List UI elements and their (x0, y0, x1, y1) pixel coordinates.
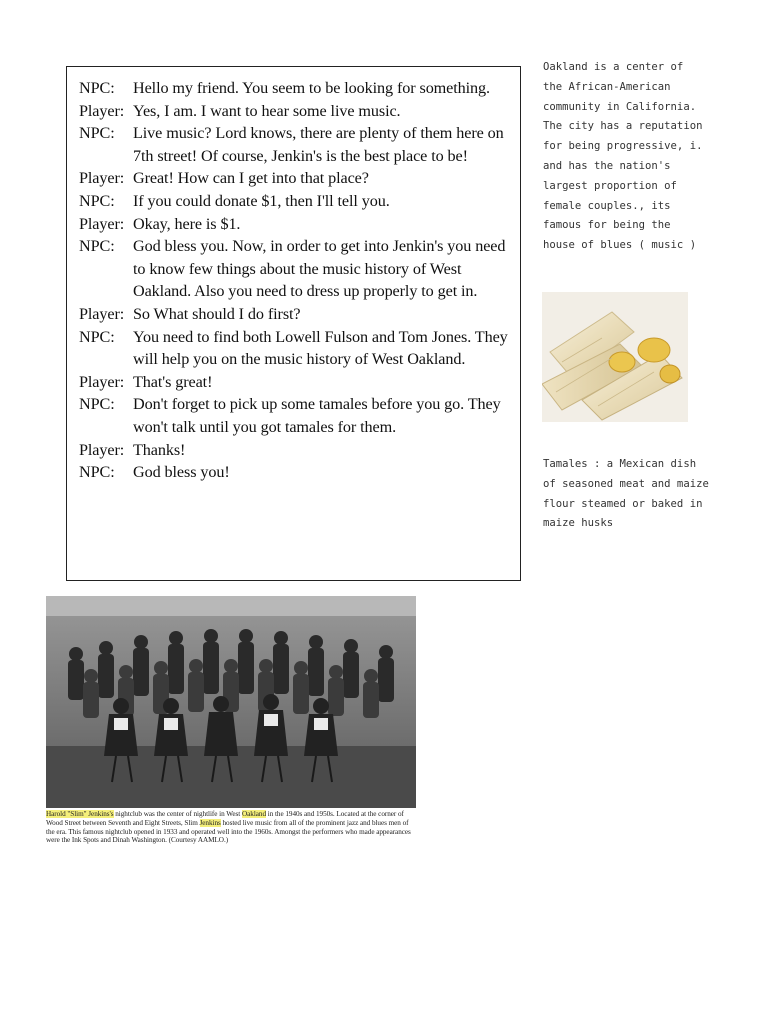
nightclub-caption (46, 810, 416, 845)
dialogue-line (79, 100, 508, 123)
dialogue-text: God bless you. Now, in order to get into Jenkin's you need to know few things about the music history of West Oakland. Also you need to dress up properly to get in. (133, 237, 506, 301)
dialogue-line (79, 371, 508, 394)
caption-highlight-jenkins: Jenkins (199, 818, 221, 827)
dialogue-line (79, 326, 508, 371)
caption-text-3: hosted live music from all of the prominent jazz and blues men of the era. This famous nightclub opened in 1933 and operated well into the 1960s. Amongst the performers who made appearances were the Ink Spots and Dinah Washington. (Courtesy AAMLO.) (46, 818, 411, 845)
dialogue-speaker: Player: (79, 304, 125, 323)
dialogue-speaker: Player: (79, 101, 125, 120)
dialogue-speaker: Player: (79, 440, 125, 459)
nightclub-figure (46, 596, 416, 864)
dialogue-speaker: NPC: (79, 463, 115, 482)
dialogue-speaker: Player: (79, 372, 125, 391)
tamales-caption: Tamales : a Mexican dish of seasoned meat and maize flour steamed or baked in maize husks (543, 458, 709, 530)
caption-highlight-oakland: Oakland (242, 810, 266, 818)
dialogue-speaker: NPC: (79, 395, 115, 414)
dialogue-line (79, 77, 508, 100)
dialogue-speaker: NPC: (79, 124, 115, 143)
dialogue-text: So What should I do first? (133, 304, 301, 323)
dialogue-speaker: Player: (79, 169, 125, 188)
dialogue-text: Great! How can I get into that place? (133, 169, 369, 188)
dialogue-text: Thanks! (133, 440, 186, 459)
nightclub-image (46, 596, 416, 808)
dialogue-speaker: NPC: (79, 237, 115, 256)
dialogue-line (79, 190, 508, 213)
dialogue-speaker: NPC: (79, 327, 115, 346)
caption-text-1: nightclub was the center of nightlife in West (113, 810, 242, 818)
dialogue-text: Okay, here is $1. (133, 214, 241, 233)
dialogue-line (79, 122, 508, 167)
dialogue-line (79, 461, 508, 484)
dialogue-line (79, 213, 508, 236)
dialogue-line (79, 167, 508, 190)
oakland-note: Oakland is a center of the African-American community in California. The city has a reputation for being progressive, i. and has the nation's largest proportion of female couples., its famous for being the house of blues ( music ) (543, 61, 703, 252)
dialogue-text: If you could donate $1, then I'll tell you. (133, 191, 390, 210)
dialogue-text: God bless you! (133, 463, 230, 482)
dialogue-line (79, 235, 508, 303)
dialogue-text: Hello my friend. You seem to be looking for something. (133, 79, 490, 97)
caption-highlight-name: Harold "Slim" Jenkins's (46, 810, 114, 818)
dialogue-line (79, 393, 508, 438)
tamales-image (542, 292, 688, 422)
dialogue-speaker: NPC: (79, 191, 115, 210)
tamales-photo (542, 292, 688, 422)
dialogue-text: That's great! (133, 372, 213, 391)
dialogue-line (79, 303, 508, 326)
dialogue-speaker: Player: (79, 214, 125, 233)
dialogue-text: Live music? Lord knows, there are plenty of them here on 7th street! Of course, Jenkin's is the best place to be! (133, 124, 504, 165)
dialogue-box (66, 66, 521, 581)
dialogue-line (79, 439, 508, 462)
nightclub-photo (46, 596, 416, 808)
dialogue-speaker: NPC: (79, 79, 115, 97)
caption-text-2: in the 1940s and 1950s. Located at the corner of Wood Street between Seventh and Eight Streets, Slim (46, 810, 404, 827)
dialogue-text: Yes, I am. I want to hear some live music. (133, 101, 401, 120)
dialogue-text: Don't forget to pick up some tamales before you go. They won't talk until you got tamales for them. (133, 395, 501, 436)
dialogue-text: You need to find both Lowell Fulson and Tom Jones. They will help you on the music history of West Oakland. (133, 327, 508, 369)
